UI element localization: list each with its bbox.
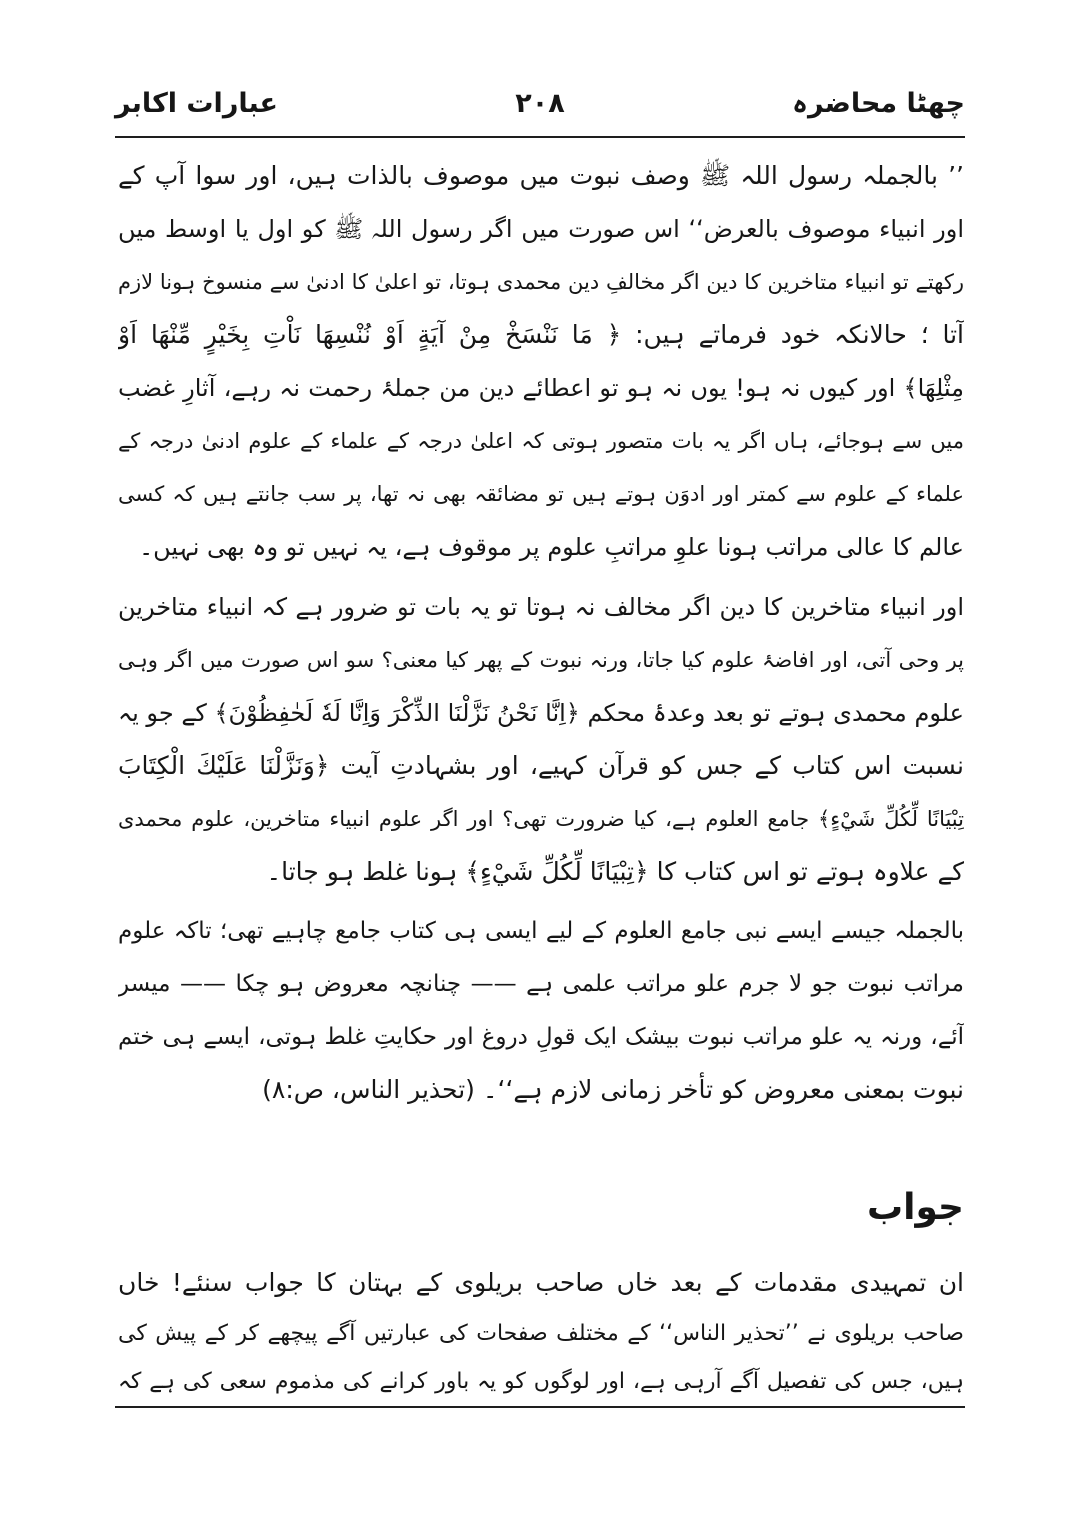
text-line: مِثْلِهَا﴾ اور کیوں نہ ہو! یوں نہ ہو تو اعطائے دین من جملۂ رحمت نہ رہے، آثارِ غضب xyxy=(118,374,964,402)
text-line: ہیں، جس کی تفصیل آگے آرہی ہے، اور لوگوں کو یہ باور کرانے کی مذموم سعی کی ہے کہ xyxy=(118,1369,964,1394)
text-line: میں سے ہوجائے، ہاں اگر یہ بات متصور ہوتی کہ اعلیٰ درجہ کے علماء کے علوم ادنیٰ درجہ کے xyxy=(118,429,964,453)
section-heading: جواب xyxy=(866,1187,964,1228)
text-line: تِبْيَانًا لِّكُلِّ شَيْءٍ﴾ جامع العلوم ہے، کیا ضرورت تھی؟ اور اگر علوم انبیاء متاخرین، علوم محمدی xyxy=(118,807,964,831)
text-line: عالم کا عالی مراتب ہونا علوِ مراتبِ علوم پر موقوف ہے، یہ نہیں تو وہ بھی نہیں۔ xyxy=(139,533,964,561)
text-line: ’’ بالجملہ رسول اللہ ﷺ وصف نبوت میں موصوف بالذات ہیں، اور سوا آپ کے xyxy=(118,161,964,190)
page-header xyxy=(115,82,965,130)
text-line: نسبت اس کتاب کے جس کو قرآن کہیے، اور بشہادتِ آیت ﴿وَنَزَّلْنَا عَلَيْكَ الْكِتَابَ xyxy=(118,751,964,780)
text-line: کے علاوہ ہوتے تو اس کتاب کا ﴿تِبْيَانًا لِّكُلِّ شَيْءٍ﴾ ہونا غلط ہو جاتا۔ xyxy=(266,857,964,886)
header-rule xyxy=(115,136,965,138)
text-line: مراتب نبوت جو لا جرم علو مراتب علمی ہے —— چنانچہ معروض ہو چکا —— میسر xyxy=(118,971,964,997)
text-line: رکھتے تو انبیاء متاخرین کا دین اگر مخالفِ دین محمدی ہوتا، تو اعلیٰ کا ادنیٰ سے منسوخ ہونا لازم xyxy=(118,270,964,294)
text-line: اور انبیاء موصوف بالعرض‘‘ اس صورت میں اگر رسول اللہ ﷺ کو اول یا اوسط میں xyxy=(118,215,964,243)
footer-rule xyxy=(115,1406,965,1408)
text-line: نبوت بمعنی معروض کو تأخر زمانی لازم ہے‘‘۔ (تحذیر الناس، ص:۸) xyxy=(262,1075,964,1104)
text-line: ان تمہیدی مقدمات کے بعد خاں صاحب بریلوی کے بہتان کا جواب سنئے! خاں xyxy=(118,1268,964,1297)
text-line: آتا ؛ حالانکہ خود فرماتے ہیں: ﴿ مَا نَنْسَخْ مِنْ آيَةٍ اَوْ نُنْسِهَا نَاْتِ بِخَيْرٍ مِّنْهَا اَوْ xyxy=(118,320,964,349)
text-line: علماء کے علوم سے کمتر اور ادوَن ہوتے ہیں تو مضائقہ بھی نہ تھا، پر سب جانتے ہیں کہ کسی xyxy=(118,482,964,506)
text-line: آئے، ورنہ یہ علو مراتب نبوت بیشک ایک قولِ دروغ اور حکایتِ غلط ہوتی، ایسے ہی ختم xyxy=(118,1024,964,1050)
text-line: علوم محمدی ہوتے تو بعد وعدۂ محکم ﴿اِنَّا نَحْنُ نَزَّلْنَا الذِّكْرَ وَاِنَّا لَهٗ لَحٰفِظُوْنَ﴾ کے جو یہ xyxy=(118,699,964,727)
text-line: بالجملہ جیسے ایسے نبی جامع العلوم کے لیے ایسی ہی کتاب جامع چاہیے تھی؛ تاکہ علوم xyxy=(118,918,964,944)
book-title: عبارات اکابر xyxy=(115,88,278,119)
page-number: ۲۰۸ xyxy=(515,88,565,119)
text-line: پر وحی آتی، اور افاضۂ علوم کیا جاتا، ورنہ نبوت کے پھر کیا معنی؟ سو اس صورت میں اگر وہی xyxy=(118,648,964,672)
text-line: اور انبیاء متاخرین کا دین اگر مخالف نہ ہوتا تو یہ بات تو ضرور ہے کہ انبیاء متاخرین xyxy=(118,593,964,621)
text-line: صاحب بریلوی نے ’’تحذیر الناس‘‘ کے مختلف صفحات کی عبارتیں آگے پیچھے کر کے پیش کی xyxy=(118,1321,964,1346)
chapter-title: چھٹا محاضرہ xyxy=(792,88,965,119)
